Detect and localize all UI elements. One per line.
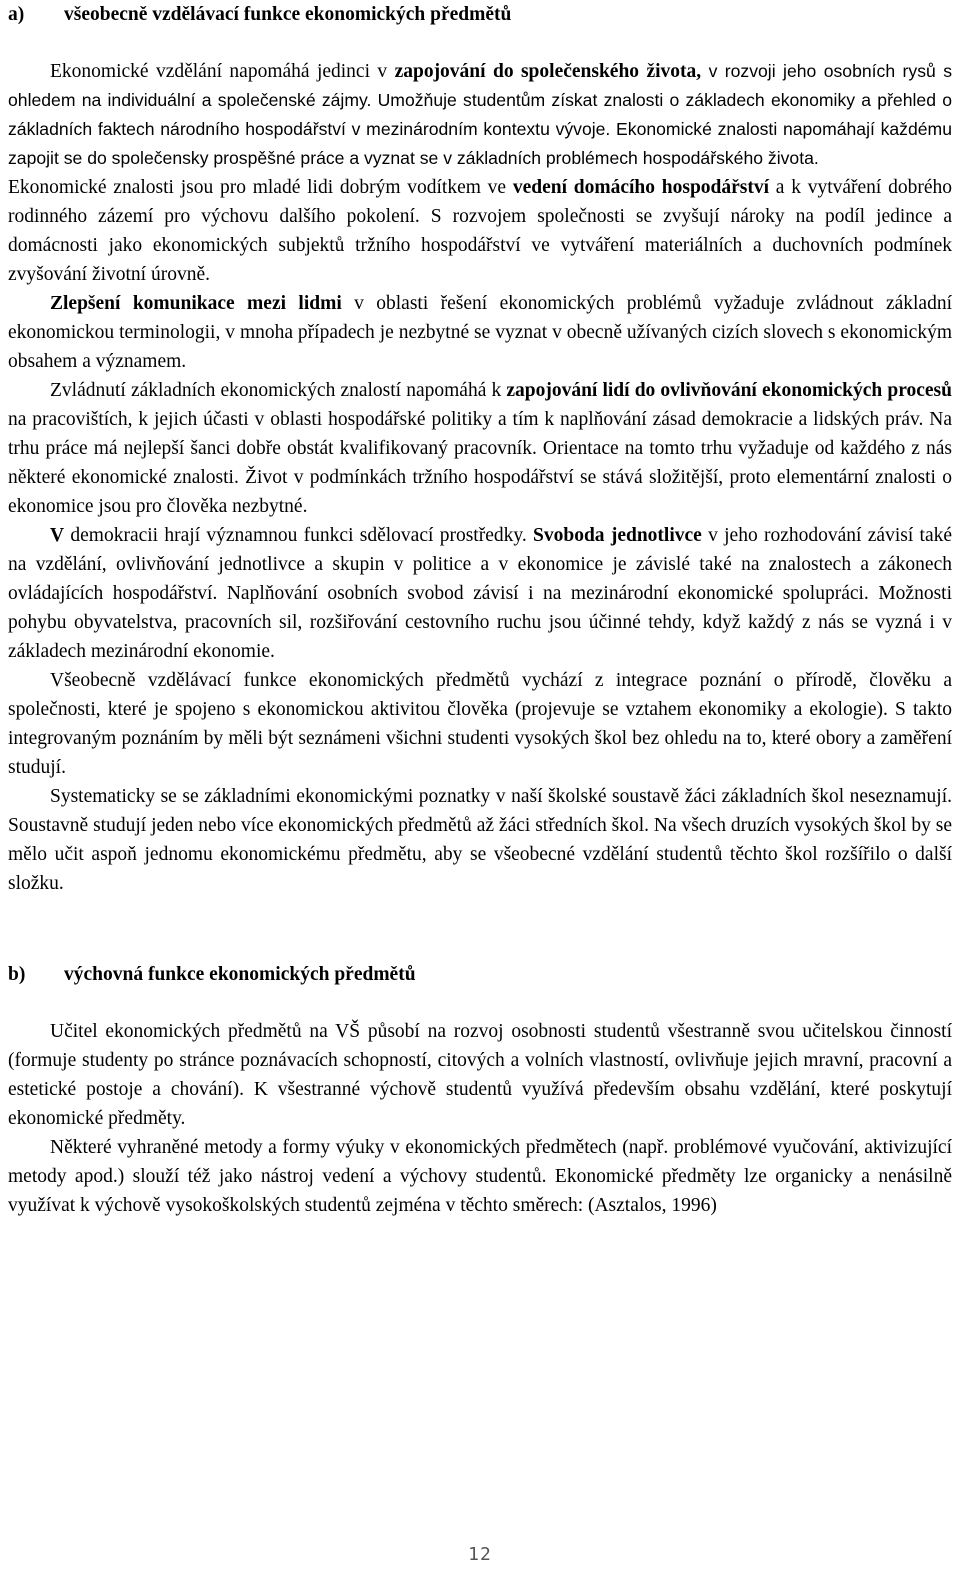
text-run-sans: Ekonomické znalosti napomáhají každému zapojit se do společensky prospěšné práce a vyznat se v základních problémech hospodářského života. [8, 119, 952, 168]
text-run: a k vytváření dobrého rodinného zázemí pro výchovu dalšího pokolení. S rozvojem společnosti se zvyšují nároky na podíl jedince a domácnosti jako ekonomických subjektů tržního hospodářství ve vytváření materiálních a duchovních podmínek zvyšování životní úrovně. [8, 177, 952, 285]
section-b-paragraph-2: Některé vyhraněné metody a formy výuky v ekonomických předmětech (např. problémové vyučování, aktivizující metody apod.) slouží též jako nástroj vedení a výchovy studentů. Ekonomické předměty lze organicky a nenásilně využívat k výchově vysokoškolských studentů zejména v těchto směrech: (Asztalos, 1996) [8, 1137, 952, 1216]
text-run: demokracii hrají významnou funkci sdělovací prostředky. [64, 525, 533, 546]
text-run: Ekonomické vzdělání napomáhá jedinci v [50, 61, 395, 82]
bold-run: Svoboda jednotlivce [533, 525, 702, 546]
bold-run: Zlepšení komunikace mezi lidmi [50, 293, 342, 314]
section-a-title: všeobecně vzdělávací funkce ekonomických předmětů [64, 4, 512, 25]
section-a-paragraph-5 [8, 521, 952, 666]
section-a-paragraph-4 [8, 376, 952, 521]
section-b-title: výchovná funkce ekonomických předmětů [64, 964, 416, 985]
section-b-letter: b) [8, 964, 26, 985]
section-a-paragraph-1 [8, 57, 952, 173]
section-a-paragraph-2 [8, 173, 952, 289]
section-a-heading [8, 0, 952, 29]
bold-run: zapojování do společenského života, [394, 61, 702, 82]
section-b-heading [8, 960, 952, 989]
section-a-paragraph-6: Všeobecně vzdělávací funkce ekonomických předmětů vychází z integrace poznání o přírodě, člověku a společnosti, které je spojeno s ekonomickou aktivitou člověka (projevuje se vztahem ekonomiky a ekologie). S takto integrovaným poznáním by měli být seznámeni všichni studenti vysokých škol bez ohledu na to, které obory a zaměření studují. [8, 670, 952, 778]
text-run: Zvládnutí základních ekonomických znalostí napomáhá k [50, 380, 507, 401]
text-run-sans: v rozvoji jeho osobních rysů s ohledem na individuální a společenské zájmy. Umožňuje studentům získat znalosti o základech ekonomiky a přehled o základních faktech národního hospodářství v mezinárodním kontextu vývoje. [8, 61, 952, 139]
section-a-letter: a) [8, 4, 25, 25]
bold-run: V [50, 525, 65, 546]
text-run: v jeho rozhodování závisí také na vzdělání, ovlivňování jednotlivce a skupin v politice a v ekonomice je závislé také na znalostech a zákonech ovládajících hospodářství. Naplňování osobních svobod závisí i na mezinárodní ekonomické spolupráci. Možnosti pohybu obyvatelstva, pracovních sil, rozšiřování cestovního ruchu jsou účinné tehdy, když každý z nás se vyzná i v základech mezinárodní ekonomie. [8, 525, 953, 662]
document-page [8, 0, 952, 1220]
bold-run: zapojování lidí do ovlivňování ekonomických procesů [506, 380, 952, 401]
bold-run: vedení domácího hospodářství [512, 177, 770, 198]
text-run: Ekonomické znalosti jsou pro mladé lidi dobrým vodítkem ve [8, 177, 513, 198]
section-a-paragraph-3 [8, 289, 952, 376]
section-a-paragraph-7: Systematicky se se základními ekonomickými poznatky v naší školské soustavě žáci základních škol neseznamují. Soustavně studují jeden nebo více ekonomických předmětů až žáci středních škol. Na všech druzích vysokých škol by se mělo učit aspoň jednomu ekonomickému předmětu, aby se všeobecné vzdělání studentů těchto škol rozšířilo o další složku. [8, 786, 952, 894]
text-run: na pracovištích, k jejich účasti v oblasti hospodářské politiky a tím k naplňování zásad demokracie a lidských práv. Na trhu práce má nejlepší šanci dobře obstát kvalifikovaný pracovník. Orientace na tomto trhu vyžaduje od každého z nás některé ekonomické znalosti. Život v podmínkách tržního hospodářství se stává složitější, proto elementární znalosti o ekonomice jsou pro člověka nezbytné. [8, 409, 952, 517]
text-run: v oblasti řešení ekonomických problémů vyžaduje zvládnout základní ekonomickou terminologii, v mnoha případech je nezbytné se vyznat v obecně užívaných cizích slovech s ekonomickým obsahem a významem. [8, 293, 952, 372]
page-number: 12 [468, 1544, 492, 1565]
section-b-paragraph-1: Učitel ekonomických předmětů na VŠ působí na rozvoj osobnosti studentů všestranně svou učitelskou činností (formuje studenty po stránce poznávacích schopností, citových a volních vlastností, ovlivňuje jejich mravní, pracovní a estetické postoje a chování). K všestranné výchově studentů využívá především obsahu vzdělání, které poskytují ekonomické předměty. [8, 1021, 952, 1129]
